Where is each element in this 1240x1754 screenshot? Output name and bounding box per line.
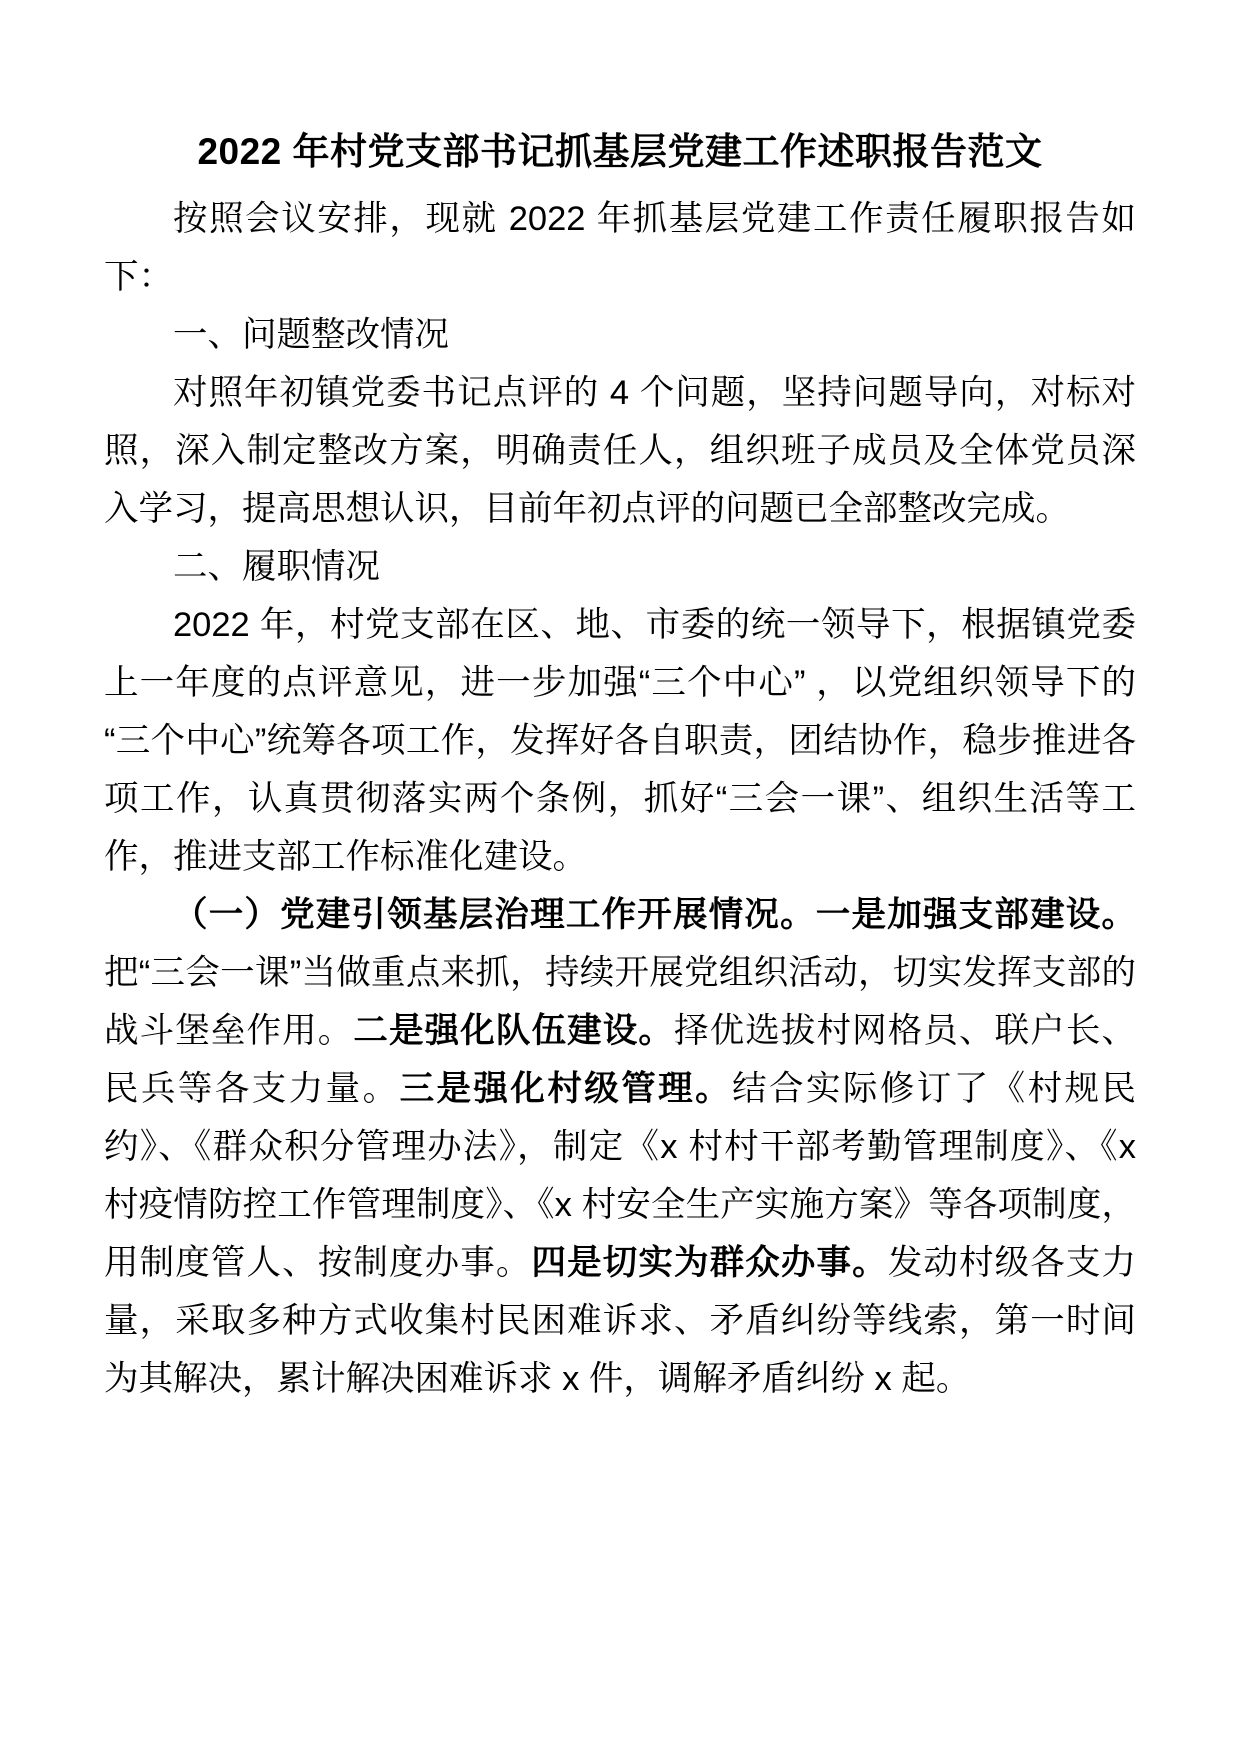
text-run-bold: 四是切实为群众办事。 bbox=[531, 1244, 888, 1282]
text-run: 对照年初镇党委书记点评的 4 个问题，坚持问题导向，对标对照，深入制定整改方案，明确责任人，组织班子成员及全体党员深入学习，提高思想认识，目前年初点评的问题已全部整改完成。 bbox=[104, 374, 1136, 528]
text-run: 结合实际修订了《村规民约》、《群众积分管理办法》，制定《x 村村干部考勤管理制度》、《x 村疫情防控工作管理制度》、《x 村安全生产实施方案》等各项制度，用制度管人、按制度办事。 bbox=[104, 1070, 1137, 1282]
paragraph-section-2-heading bbox=[104, 538, 1136, 596]
paragraph-subsection-1 bbox=[104, 886, 1136, 1408]
text-run: 择优选拔村网格员、联户长、民兵等各支力量。 bbox=[104, 1012, 1136, 1108]
text-run-bold: （一）党建引领基层治理工作开展情况。一是加强支部建设。 bbox=[173, 896, 1136, 934]
paragraph-section-1-body bbox=[104, 364, 1136, 538]
document-body bbox=[104, 190, 1136, 1408]
paragraph-section-2-body bbox=[104, 596, 1136, 886]
text-run: 二、履职情况 bbox=[173, 548, 380, 586]
text-run: 2022 年，村党支部在区、地、市委的统一领导下，根据镇党委上一年度的点评意见，进一步加强“三个中心” ，以党组织领导下的“三个中心”统筹各项工作，发挥好各自职责，团结协作，稳步推进各项工作，认真贯彻落实两个条例，抓好“三会一课”、组织生活等工作，推进支部工作标准化建设。 bbox=[104, 606, 1136, 876]
text-run: 按照会议安排，现就 2022 年抓基层党建工作责任履职报告如下： bbox=[104, 200, 1136, 296]
text-run-bold: 二是强化队伍建设。 bbox=[353, 1012, 674, 1050]
paragraph-section-1-heading bbox=[104, 306, 1136, 364]
text-run: 一、问题整改情况 bbox=[173, 316, 449, 354]
text-run: 发动村级各支力量，采取多种方式收集村民困难诉求、矛盾纠纷等线索，第一时间为其解决，累计解决困难诉求 x 件，调解矛盾纠纷 x 起。 bbox=[104, 1244, 1136, 1398]
document-title: 2022 年村党支部书记抓基层党建工作述职报告范文 bbox=[197, 131, 1043, 172]
text-run-bold: 三是强化村级管理。 bbox=[399, 1070, 733, 1108]
text-run: 把“三会一课”当做重点来抓，持续开展党组织活动，切实发挥支部的战斗堡垒作用。 bbox=[104, 954, 1136, 1050]
paragraph-intro bbox=[104, 190, 1136, 306]
